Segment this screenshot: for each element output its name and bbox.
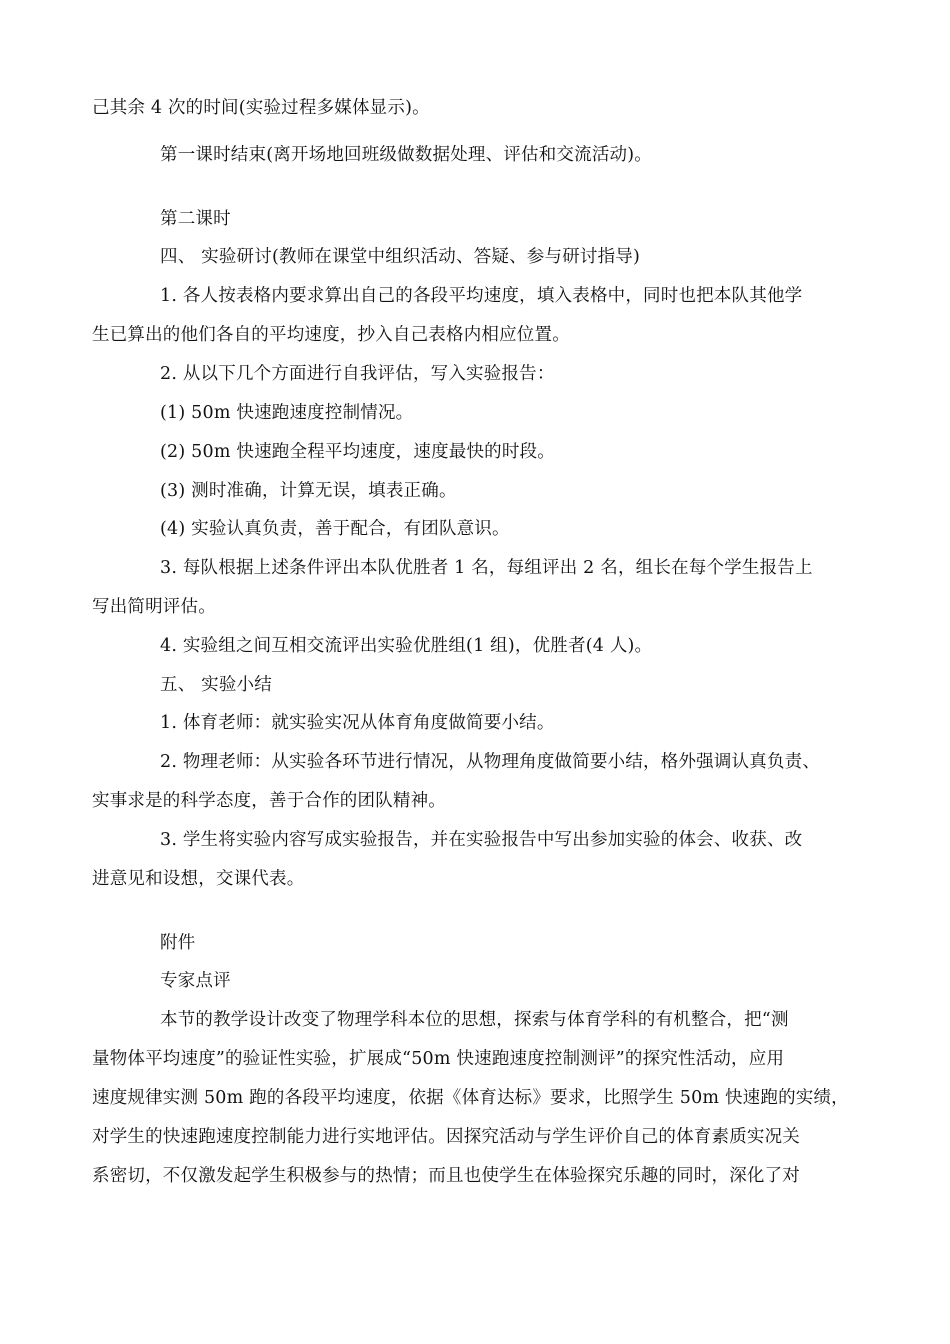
list-item: (3) 测时准确，计算无误，填表正确。	[160, 481, 457, 501]
text-line: 第一课时结束(离开场地回班级做数据处理、评估和交流活动)。	[160, 145, 652, 165]
text-line: 写出简明评估。	[92, 597, 216, 617]
paragraph-line: 系密切，不仅激发起学生积极参与的热情；而且也使学生在体验探究乐趣的同时，深化了对	[92, 1166, 800, 1186]
section-heading: 四、 实验研讨(教师在课堂中组织活动、答疑、参与研讨指导)	[160, 247, 641, 267]
paragraph-line: 对学生的快速跑速度控制能力进行实地评估。因探究活动与学生评价自己的体育素质实况关	[92, 1127, 800, 1147]
text-line: 2. 从以下几个方面进行自我评估，写入实验报告：	[160, 364, 555, 384]
text-line: 生已算出的他们各自的平均速度，抄入自己表格内相应位置。	[92, 325, 570, 345]
text-line: 2. 物理老师：从实验各环节进行情况，从物理角度做简要小结，格外强调认真负责、	[160, 752, 821, 772]
text-line: 3. 学生将实验内容写成实验报告，并在实验报告中写出参加实验的体会、收获、改	[160, 830, 803, 850]
text-line: 3. 每队根据上述条件评出本队优胜者 1 名，每组评出 2 名，组长在每个学生报告上	[160, 558, 813, 578]
paragraph-line: 量物体平均速度”的验证性实验，扩展成“50m 快速跑速度控制测评”的探究性活动，应用	[92, 1049, 785, 1069]
text-line: 实事求是的科学态度，善于合作的团队精神。	[92, 791, 446, 811]
text-line: 进意见和设想，交课代表。	[92, 869, 305, 889]
list-item: (4) 实验认真负责，善于配合，有团队意识。	[160, 519, 510, 539]
list-item: (2) 50m 快速跑全程平均速度，速度最快的时段。	[160, 442, 555, 462]
paragraph-line: 速度规律实测 50m 跑的各段平均速度，依据《体育达标》要求，比照学生 50m 快速跑的实绩，	[92, 1088, 849, 1108]
appendix-heading: 附件	[160, 933, 196, 953]
paragraph-line: 本节的教学设计改变了物理学科本位的思想，探索与体育学科的有机整合，把“测	[160, 1010, 789, 1030]
text-line: 己其余 4 次的时间(实验过程多媒体显示)。	[92, 98, 430, 118]
text-line: 1. 各人按表格内要求算出自己的各段平均速度，填入表格中，同时也把本队其他学	[160, 286, 803, 306]
section-heading: 五、 实验小结	[160, 675, 272, 695]
text-line: 1. 体育老师：就实验实况从体育角度做简要小结。	[160, 713, 555, 733]
section-heading: 第二课时	[160, 209, 231, 229]
text-line: 4. 实验组之间互相交流评出实验优胜组(1 组)，优胜者(4 人)。	[160, 636, 653, 656]
list-item: (1) 50m 快速跑速度控制情况。	[160, 403, 414, 423]
expert-comment-heading: 专家点评	[160, 971, 231, 991]
